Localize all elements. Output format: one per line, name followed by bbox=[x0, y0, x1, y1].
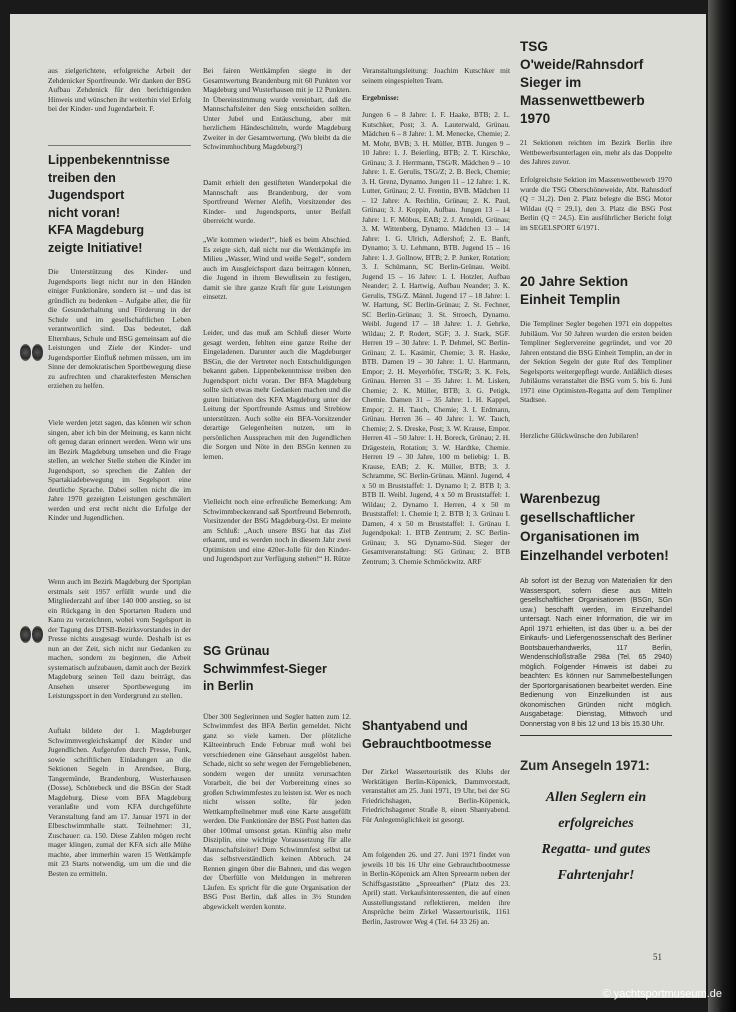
heading-warenbezug: Warenbezug gesellschaftlicher Organisationen im Einzelhandel verboten! bbox=[520, 491, 669, 563]
organizer-text: Veranstaltungsleitung: Joachim Kutschker mit seinem eingespielten Team. bbox=[362, 66, 510, 85]
book-binding bbox=[708, 0, 736, 1012]
greeting-line: Allen Seglern ein bbox=[545, 790, 647, 805]
heading-sg-gruenau: SG Grünau Schwimmfest-Sieger in Berlin bbox=[203, 644, 327, 693]
column-1 bbox=[48, 66, 191, 923]
column-2 bbox=[203, 66, 351, 911]
paragraph: 21 Sektionen reichten im Bezirk Berlin ihre Wettbewerbsunterlagen ein, mehr als das Doppelte des Jahres zuvor. bbox=[520, 138, 672, 166]
paragraph: Vielleicht noch eine erfreuliche Bemerkung: Am Schwimmbeckenrand saß Sportfreund Bebenroth, Vorsitzender der BSG Magdeburg-Ost. Er meinte am Schluß: „Auch unsere BSG hat das Ziel erkannt, und es werden noch in diesem Jahr zwei Optimisten und eine 420er-Jolle für den Kinder- und Jugendsport zur Verfügung stehen!“ H. Rütze bbox=[203, 497, 351, 563]
watermark: © yachtsportmuseum.de bbox=[602, 988, 722, 1000]
punch-hole bbox=[20, 344, 31, 361]
intro-text: aus zielgerichtete, erfolgreiche Arbeit der Zehdenicker Sportfreunde. Wir danken der BSG Aufbau Zehdenick für den berichtigenden Hinweis und wünschen ihr weiterhin viel Erfolg bei der Kinder- und Jugendarbeit. F. bbox=[48, 66, 191, 113]
paragraph: Damit erhielt den gestifteten Wanderpokal die Mannschaft aus Brandenburg, der vom Sportfreund Werner Alefih, Vorsitzender des Kinder- und Jugendsports, unter Beifall überreicht wurde. bbox=[203, 178, 351, 225]
ansegeln-title: Zum Ansegeln 1971: bbox=[520, 758, 650, 773]
column-3 bbox=[362, 66, 510, 953]
magazine-page bbox=[10, 14, 706, 998]
paragraph: Auftakt bildete der 1. Magdeburger Schwimmvergleichskampf der Kinder und Jugendlichen. Aufgerufen durch Presse, Funk, sowie schriftlichen Einladungen an die Sektionen Segeln in Arendsee, Burg, Tangermünde, Brandenburg, Wusterhausen (Dosse), Schönebeck und die BSGn der Stadt Magdeburg. Diese vom BFA Magdeburg veranlaßte und vom KFA durchgeführte Veranstaltung fand am 17. Januar 1971 in der Elbeschwimmhalle statt. Teilnehmer: 31, Zuschauer: ca. 150. Diese Zahlen mögen recht mager klingen, zumal der KFA sich alle Mühe machte, aber immerhin waren 15 Wettkämpfe mit 23 Starts notwendig, um um die und die Besten zu ermitteln. bbox=[48, 726, 191, 878]
paragraph: Der Zirkel Wassertouristik des Klubs der Werktätigen Berlin-Köpenick, Dammvorstadt, veranstaltet am 25. Juni 1971, 19 Uhr, bei der SG Friedrichshagen, Berlin-Köpenick, Friedrichshagener Straße 8, einen Shantyabend. Für Anlegemöglichkeit ist gesorgt. bbox=[362, 767, 510, 824]
punch-hole bbox=[32, 626, 43, 643]
greeting-line: erfolgreiches bbox=[558, 816, 634, 831]
paragraph: Ab sofort ist der Bezug von Materialien für den Wassersport, sofern diese aus Mitteln gesellschaftlicher Organisationen (BSGn, SGn usw.) beschafft werden, im Einzelhandel untersagt. Nach einer Information, die wir im April 1971 erhielten, ist das über u. a. bei der Einkaufs- und Liefergenossenschaft des Berliner Bootsbauerhandwerks, 117 Berlin, Wendenschloßstraße 298a (Tel. 65 2940) möglich. Folgender Hinweis ist dabei zu beachten: Es können nur Sammelbestellungen der Sportorganisationen bearbeitet werden. Eine Bedienung von Einzelkunden ist aus ökonomischen Gründen nicht möglich. Ausgabetage: Dienstag, Mittwoch und Donnerstag von 8 bis 12 und 13 bis 15.30 Uhr. bbox=[520, 578, 672, 728]
paragraph: Leider, und das muß am Schluß dieser Worte gesagt werden, fehlten eine ganze Reihe der Eingeladenen. Darunter auch die Magdeburger BSGn, die der Vertreter noch Entschuldigungen bekannt gaben. Lippenbekenntnisse treiben den Jugendsport nicht voran. Der BFA Magdeburg sollte sich etwas mehr Gedanken machen und die guten Initiativen des KFA Magdeburg unter der Leitung der Sportfreunde Asmus und Strebiow unterstützen. Auch sollte ein BFA-Vorsitzender derartige Gelegenheiten nutzen, um in persönlichen Aussprachen mit den Jugendlichen die Sorgen und Nöte in den BSGn kennen zu lernen. bbox=[203, 328, 351, 461]
heading-tsg-oweide: TSG O'weide/Rahnsdorf Sieger im Massenwettbewerb 1970 bbox=[520, 39, 645, 126]
paragraph: Bei fairen Wettkämpfen siegte in der Gesamtwertung Brandenburg mit 60 Punkten vor Magdeburg und Wusterhausen mit je 12 Punkten. In Übereinstimmung wurde vereinbart, daß die Mannschaftsleiter den Sieg entscheiden sollten. Unter Jubel und Entäuschung, aber mit herzlichem Händeschütteln, wurde Magdeburg Zweiter in der Gesamtwertung. (Wo bleibt da die Schwimmhochburg Magdeburg?) bbox=[203, 66, 351, 151]
paragraph: Erfolgreichste Sektion im Massenwettbewerb 1970 wurde die TSG Oberschöneweide, Abt. Rahnsdorf (Q = 31,2). Den 2. Platz belegte die BSG Motor Wildau (Q = 29,1), den 3. Platz die BSG Post Berlin (Q = 24,5). Ein ausführlicher Bericht folgt im SEGELSPORT 6/1971. bbox=[520, 175, 672, 232]
paragraph: Herzliche Glückwünsche den Jubilaren! bbox=[520, 431, 639, 440]
paragraph: Viele werden jetzt sagen, das können wir schon singen, aber ich bin der Meinung, es kann nicht oft genug daran erinnert werden. Wenn wir uns im Bezirk Magdeburg umsehen und die Frage stellen, an welcher Stelle stehen die Kinder im Jugendsport, so sprechen die Zahlen der Spartakiadebewegung im Segelsport eine deutliche Sprache. Dabei sollen nicht die im Jahre 1970 gezeigten Leistungen geschmälert werden und erst recht nicht die Erfolge der Kinder und Jugendlichen. bbox=[48, 418, 191, 522]
divider bbox=[520, 735, 672, 736]
divider bbox=[48, 145, 191, 146]
page-number: 51 bbox=[653, 952, 662, 962]
paragraph: Die Unterstützung des Kinder- und Jugendsports liegt nicht nur in den Händen einiger Funktionäre, sondern ist – und das ist gründlich zu bedenken – Aufgabe aller, die für die Gesunderhaltung und Förderung in der Schule und im gesellschaftlichen Leben verantwortlich sind. Das bedeutet, daß Elternhaus, Schule und BSG gemeinsam auf die Leistungen und Ziele der Kinder- und Jugendsportler Einfluß nehmen müssen, um im Sinne der demokratischen Sportbewegung diese zu aufrechten und charakterfesten Menschen erziehen zu helfen. bbox=[48, 267, 191, 390]
paragraph: Am folgenden 26. und 27. Juni 1971 findet von jeweils 10 bis 16 Uhr eine Gebrauchtbootmesse in Berlin-Köpenick am Alten Spreearm neben der Schiffsgaststätte „Spreeathen“ (Platz des 23. April) statt. Verkaufsinteressenten, die auf einen Ausstellungsstand reflektieren, melden ihre Ansprüche beim Zirkel Wassertouristik, 1161 Berlin, Jastrower Weg 4 (Tel. 64 33 26) an. bbox=[362, 850, 510, 926]
heading-templin: 20 Jahre Sektion Einheit Templin bbox=[520, 274, 629, 307]
greeting-line: Regatta- und gutes bbox=[541, 842, 651, 857]
heading-lippenbekenntnisse: Lippenbekenntnisse treiben den Jugendsport nicht voran! KFA Magdeburg zeigte Initiative! bbox=[48, 153, 170, 255]
results-label: Ergebnisse: bbox=[362, 93, 399, 102]
punch-hole bbox=[32, 344, 43, 361]
paragraph: Über 300 Seglerinnen und Segler hatten zum 12. Schwimmfest des BFA Berlin gemeldet. Nicht ganz so viele kamen. Der plötzliche Kälteeinbruch Ende Februar muß wohl bei verschiedenen eine Gänsehaut ausgelöst haben. Schade, nicht so sehr wegen der Ferngebliebenen, sondern wegen der unnütz verursachten Vorarbeit, die bei der Vorbereitung eines so großen Schwimmfestes zu leisten ist. Wer es noch nicht wissen sollte, für jeden Wettkampfteilnehmer muß eine Karte ausgefüllt werden. Die Funktionäre der BSG Post hatten das über 100mal umsonst getan. Künftig also mehr Disziplin, eine wichtige Voraussetzung für alle Mannschaftsleiter! Dem Schwimmfest selbst tat das selbstverständlich keinen Abbruch. 24 Rennen gingen über die Bahnen, und das wegen der Überfülle von Meldungen in mehreren Läufen. Es spricht für die gute Organisation der BSG Post Berlin, daß alles in 3½ Stunden abgewickelt werden konnte. bbox=[203, 711, 351, 911]
column-4 bbox=[520, 38, 672, 889]
results-list: Jungen 6 – 8 Jahre: 1. F. Haake, BTB; 2. L. Kutschker, Post; 3. A. Lauterwald, Grünau. Mädchen 6 – 8 Jahre: 1. M. Menecke, Chemie; 2. M. Mohr, BVB; 3. H. Müller, BTB. Jungen 9 – 10 Jahre: 1. J. Beierling, BTB; 2. T. Kirschke, Grünau; 3. J. Herrmann, TSG/R. Mädchen 9 – 10 Jahre: 1. E. Gerulis, TSG/Z; 2. B. Beck, Chemie; 3. H. Grenz, Dynamo. Jungen 11 – 12 Jahre: 1. K. Lutter, Grünau; 2. U. Frentin, BVB. Mädchen 11 – 12 Jahre: A. Rechlin, Grünau; 2. K. Paul, Grünau; 3. J. Koppin, Aufbau. Jungen 13 – 14 Jahre: 1. F. Möbus, EAB; 2. J. Arnoldi, Grünau; 3. M. Wittenberg, Dynamo. Mädchen 13 – 14 Jahre: 1. G. Ulrich, Adlershof; 2. E. Banft, Dynamo; 3. U. Lehmann, BTB. Jugend 15 – 16 Jahre: 1. J. Gollnow, BTB; 2. P. Junker, Rotation; 3. J. Schümann, SC Berlin-Grünau. Weibl. Jugend 15 – 16 Jahre: 1. I. Hotzler, Aufbau Neander; 2. I. Hartwig, Aufbau Neander; 3. K. Gerulis, TSG/Z. Männl. Jugend 17 – 18 Jahre: 1. W. Hartung, SC Berlin-Grünau; 2. St. Fechner, SC Berlin-Grünau; 3. St. Stroech, Dynamo. Weibl. Jugend 17 – 18 Jahre: 1. J. Gehrke, Wildau; 2. P. Rodert, SGF; 3. J. Stark, SGF. Herren 19 – 30 Jahre: 1. P. Dehmel, SC Berlin-Grünau; 2. L. Kasimir, Chemie; 3. R. Haske, BTB. Damen 19 – 30 Jahre: 1. U. Hartmann, Empor; 2. H. Meyerhöfer, TSG/R; 3. K. Fels, Grünau. Herren 31 – 35 Jahre: 1. M. Lisken, Chemie; 2. K. Müller, BTB; 3. G. Petigk, Chemie. Damen 31 – 35 Jahre: 1. H. Kappel, Empor; 2. H. Tauch, Chemie; 3. I. Erdmann, Grünau. Herren 36 – 40 Jahre: 1. W. Tauch, Chemie; 2. S. Dreske, Post; 3. W. Krause, Empor. Herren 41 – 50 Jahre: 1. H. Boreck, Grünau; 2. H. Drägestein, Rotation; 3. W. Hardtke, Chemie. Herren 19 – 30 Jahre, 100 m beliebig: 1. B. Krause, EAB; 2. K. Müller, BTB; 3. J. Schramme, SC Berlin-Grünau. Männl. Jugend, 4 x 50 m Bruststaffel: 1. Dynamo I; 2. BTB I; 3. BTB II. Weibl. Jugend, 4 x 50 m Bruststaffel: 1. Wildau; 2. Dynamo I. Herren, 4 x 50 m Bruststaffel: 1. Chemie I; 2. BTB I; 3. Grünau I. Damen, 4 x 50 m Bruststaffel: 1. Grünau I. Jugendpokal: 1. BTB Zentrum; 2. SC Berlin-Grünau; 3. SG Dynamo-Süd. Sieger der Gesamtveranstaltung: SG Grünau; 2. BTB Zentrum; 3. Chemie Schmöckwitz. ARF bbox=[362, 110, 510, 566]
paragraph: Wenn auch im Bezirk Magdeburg der Sportplan erstmals seit 1957 erfüllt wurde und die Mitgliederzahl auf über 140 000 anstieg, so ist ein Rückgang in den Sportarten Rudern und Kanu zu verzeichnen, wobei vom Segelsport in der Tagung des DTSB-Bezirksvorstandes in der Presse nichts ausgesagt wurde. Deshalb ist es nun an der Zeit, sich nicht nur Gedanken zu machen, sondern zu beginnen, die Arbeit systematisch aufzubauen, damit auch der Bezirk Magdeburg seinen Teil dazu beiträgt, das Ansehen unserer Sportbewegung im Leistungssport in den Vordergrund zu stellen. bbox=[48, 577, 191, 700]
greeting-line: Fahrtenjahr! bbox=[557, 868, 635, 883]
paragraph: Die Templiner Segler begehen 1971 ein doppeltes Jubiläum. Vor 50 Jahren wurden die ersten beiden Templiner Seglervereine gegründet, und vor 20 Jahren entstand die BSG Einheit Templin, an der in der Sektion Segeln der gute Ruf des Templiner Segelsports weitergepflegt wurde. Anläßlich dieses Jubiläums veranstaltet die BSG vom 5. bis 6. Juni 1971 eine Optimisten-Regatta auf dem Templiner Stadtsee. bbox=[520, 319, 672, 404]
paragraph: „Wir kommen wieder!“, hieß es beim Abschied. Es zeigte sich, daß nicht nur die Wettkämpfe im Milieu „Wasser, Wind und weiße Segel“, sondern auch im Ausgleichsport dazu beitragen können, die Jugend in ihrem Bewußtsein zu festigen, damit sie ihre ganze Kraft für gute Leistungen einsetzt. bbox=[203, 235, 351, 301]
heading-shantyabend: Shantyabend und Gebrauchtbootmesse bbox=[362, 719, 492, 751]
punch-hole bbox=[20, 626, 31, 643]
